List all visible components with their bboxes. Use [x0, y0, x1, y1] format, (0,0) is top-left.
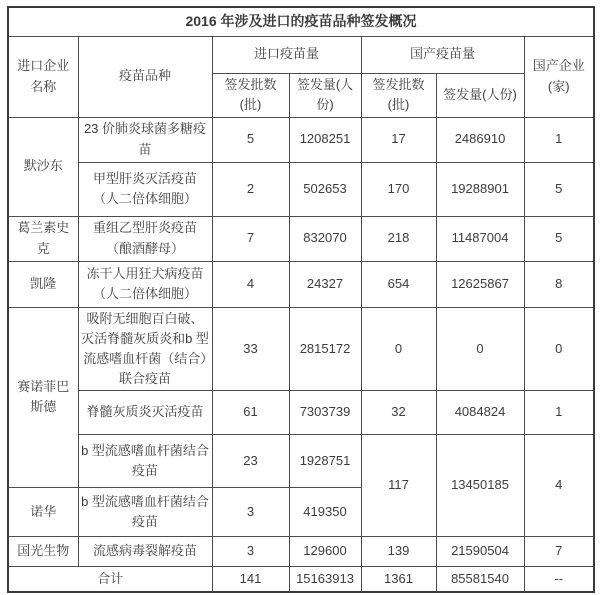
cell-domestic-companies: 1: [524, 117, 594, 162]
cell-company: 葛兰素史克: [8, 216, 78, 261]
cell-vaccine: 脊髓灰质炎灭活疫苗: [78, 391, 212, 435]
table-row: [8, 391, 594, 435]
table-row: [8, 162, 594, 216]
cell-vaccine: 重组乙型肝炎疫苗（酿酒酵母）: [78, 216, 212, 261]
cell-vaccine: b 型流感嗜血杆菌结合疫苗: [78, 488, 212, 537]
header-domestic-group: 国产疫苗量: [361, 36, 524, 73]
cell-domestic-amount: 2486910: [436, 117, 524, 162]
cell-import-amount: 7303739: [289, 391, 361, 435]
cell-import-amount: 832070: [289, 216, 361, 261]
cell-domestic-amount: 13450185: [436, 435, 524, 537]
cell-vaccine: 23 价肺炎球菌多糖疫苗: [78, 117, 212, 162]
total-import-batches: 141: [212, 567, 289, 592]
header-import-amount: 签发量(人份): [289, 73, 361, 117]
cell-import-batches: 4: [212, 261, 289, 307]
header-import-group: 进口疫苗量: [212, 36, 361, 73]
cell-domestic-batches: 139: [361, 537, 436, 567]
cell-company: 赛诺菲巴斯德: [8, 307, 78, 488]
table-row: [8, 216, 594, 261]
cell-company: 默沙东: [8, 117, 78, 216]
cell-domestic-amount: 4084824: [436, 391, 524, 435]
cell-company: 国光生物: [8, 537, 78, 567]
cell-domestic-amount: 19288901: [436, 162, 524, 216]
cell-domestic-companies: 7: [524, 537, 594, 567]
table-row: [8, 307, 594, 391]
cell-domestic-batches: 654: [361, 261, 436, 307]
header-company: 进口企业名称: [8, 36, 78, 117]
cell-domestic-amount: 11487004: [436, 216, 524, 261]
cell-domestic-batches: 170: [361, 162, 436, 216]
cell-domestic-companies: 5: [524, 162, 594, 216]
cell-import-batches: 3: [212, 488, 289, 537]
cell-import-batches: 3: [212, 537, 289, 567]
cell-domestic-companies: 0: [524, 307, 594, 391]
cell-import-batches: 2: [212, 162, 289, 216]
cell-domestic-companies: 5: [524, 216, 594, 261]
cell-import-amount: 24327: [289, 261, 361, 307]
cell-domestic-batches: 17: [361, 117, 436, 162]
header-import-batches: 签发批数(批): [212, 73, 289, 117]
cell-domestic-batches: 32: [361, 391, 436, 435]
cell-import-batches: 33: [212, 307, 289, 391]
header-vaccine: 疫苗品种: [78, 36, 212, 117]
cell-import-batches: 61: [212, 391, 289, 435]
total-row: [8, 567, 594, 592]
table-row: [8, 435, 594, 488]
table-row: [8, 261, 594, 307]
cell-domestic-batches: 0: [361, 307, 436, 391]
table-row: [8, 537, 594, 567]
total-domestic-amount: 85581540: [436, 567, 524, 592]
cell-domestic-amount: 21590504: [436, 537, 524, 567]
cell-import-amount: 129600: [289, 537, 361, 567]
total-import-amount: 15163913: [289, 567, 361, 592]
header-domestic-companies: 国产企业(家): [524, 36, 594, 117]
cell-import-amount: 1928751: [289, 435, 361, 488]
header-domestic-batches: 签发批数(批): [361, 73, 436, 117]
cell-domestic-companies: 8: [524, 261, 594, 307]
cell-import-amount: 502653: [289, 162, 361, 216]
cell-import-batches: 23: [212, 435, 289, 488]
cell-import-amount: 2815172: [289, 307, 361, 391]
cell-vaccine: 流感病毒裂解疫苗: [78, 537, 212, 567]
table-title: 2016 年涉及进口的疫苗品种签发概况: [8, 7, 594, 36]
cell-domestic-batches: 218: [361, 216, 436, 261]
cell-domestic-companies: 1: [524, 391, 594, 435]
cell-domestic-batches: 117: [361, 435, 436, 537]
cell-domestic-companies: 4: [524, 435, 594, 537]
cell-import-batches: 7: [212, 216, 289, 261]
cell-import-batches: 5: [212, 117, 289, 162]
cell-vaccine: 吸附无细胞百白破、灭活脊髓灰质炎和b 型流感嗜血杆菌（结合）联合疫苗: [78, 307, 212, 391]
cell-domestic-amount: 12625867: [436, 261, 524, 307]
total-label: 合计: [8, 567, 212, 592]
total-domestic-batches: 1361: [361, 567, 436, 592]
cell-company: 凯隆: [8, 261, 78, 307]
table-row: [8, 117, 594, 162]
header-domestic-amount: 签发量(人份): [436, 73, 524, 117]
cell-company: 诺华: [8, 488, 78, 537]
cell-import-amount: 419350: [289, 488, 361, 537]
cell-vaccine: 甲型肝炎灭活疫苗（人二倍体细胞）: [78, 162, 212, 216]
cell-vaccine: 冻干人用狂犬病疫苗（人二倍体细胞）: [78, 261, 212, 307]
vaccine-issuance-table: [7, 6, 595, 593]
cell-import-amount: 1208251: [289, 117, 361, 162]
total-domestic-companies: --: [524, 567, 594, 592]
cell-domestic-amount: 0: [436, 307, 524, 391]
cell-vaccine: b 型流感嗜血杆菌结合疫苗: [78, 435, 212, 488]
